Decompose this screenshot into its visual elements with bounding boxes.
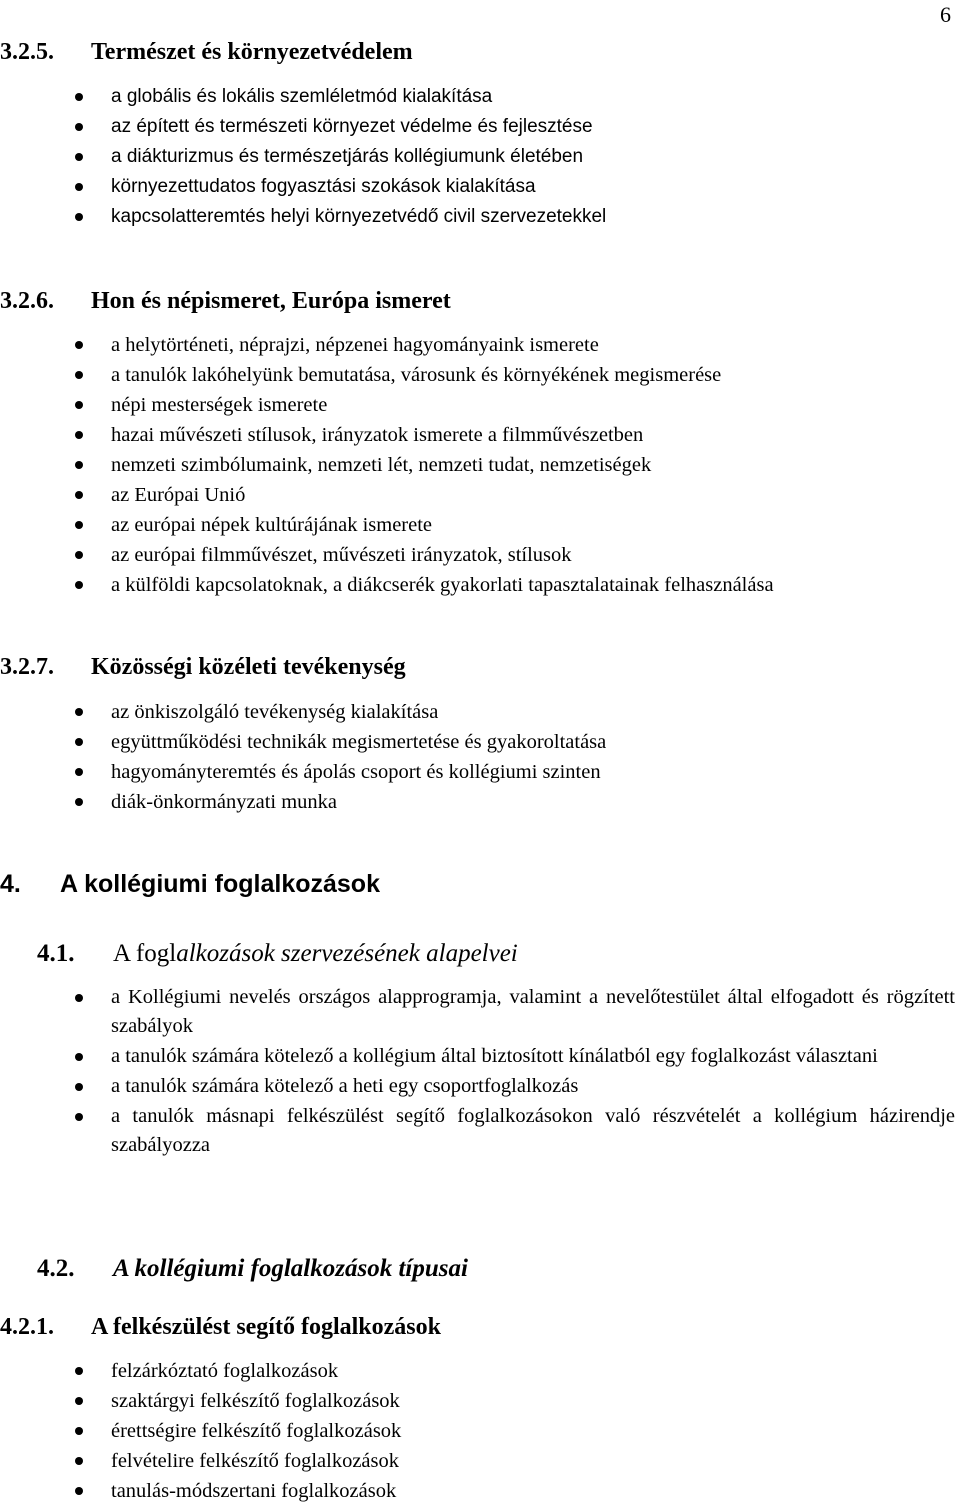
list-item: az európai népek kultúrájának ismerete <box>111 510 774 540</box>
bullet-icon <box>75 708 83 716</box>
bullet-icon <box>75 798 83 806</box>
list-item: a Kollégiumi nevelés országos alapprogramja, valamint a nevelőtestület által elfogadott és rögzített szabályok <box>111 983 955 1041</box>
bullet-icon <box>75 768 83 776</box>
list-item: együttműködési technikák megismertetése és gyakoroltatása <box>111 727 606 757</box>
bullet-icon <box>75 1113 83 1121</box>
bullet-icon <box>75 1053 83 1061</box>
chapter-heading-4 <box>0 868 380 900</box>
list-item: környezettudatos fogyasztási szokások kialakítása <box>111 172 606 202</box>
list-4-2-1 <box>111 1356 401 1506</box>
list-3-2-5 <box>111 82 606 232</box>
list-item: szaktárgyi felkészítő foglalkozások <box>111 1386 401 1416</box>
bullet-icon <box>75 491 83 499</box>
list-item: nemzeti szimbólumaink, nemzeti lét, nemzeti tudat, nemzetiségek <box>111 450 774 480</box>
section-title: A felkészülést segítő foglalkozások <box>91 1314 441 1340</box>
chapter-number: 4. <box>0 870 21 898</box>
bullet-icon <box>75 1367 83 1375</box>
section-title-plain: A fogl <box>113 940 177 967</box>
section-number: 4.1. <box>37 940 75 967</box>
list-item: diák-önkormányzati munka <box>111 787 606 817</box>
list-item: a globális és lokális szemléletmód kialakítása <box>111 82 606 112</box>
list-item: a helytörténeti, néprajzi, népzenei hagyományaink ismerete <box>111 330 774 360</box>
section-number: 4.2.1. <box>0 1314 54 1340</box>
bullet-icon <box>75 371 83 379</box>
bullet-icon <box>75 521 83 529</box>
list-4-1 <box>111 983 955 1161</box>
section-title: Hon és népismeret, Európa ismeret <box>91 288 451 314</box>
section-number: 3.2.7. <box>0 654 54 680</box>
bullet-icon <box>75 1427 83 1435</box>
list-item: a tanulók számára kötelező a kollégium által biztosított kínálatból egy foglalkozást választani <box>111 1042 955 1071</box>
list-3-2-7 <box>111 697 606 817</box>
section-heading-4-2 <box>37 1253 468 1285</box>
bullet-icon <box>75 123 83 131</box>
section-title: Természet és környezetvédelem <box>91 39 413 65</box>
section-title-italic: alkozások szervezésének alapelvei <box>176 940 518 967</box>
list-item: népi mesterségek ismerete <box>111 390 774 420</box>
bullet-icon <box>75 551 83 559</box>
list-item: tanulás-módszertani foglalkozások <box>111 1476 401 1506</box>
bullet-icon <box>75 93 83 101</box>
bullet-icon <box>75 461 83 469</box>
bullet-icon <box>75 1083 83 1091</box>
list-item: kapcsolatteremtés helyi környezetvédő civil szervezetekkel <box>111 202 606 232</box>
list-item: felvételire felkészítő foglalkozások <box>111 1446 401 1476</box>
section-heading-3-2-7 <box>0 652 406 682</box>
section-heading-3-2-6 <box>0 286 451 316</box>
section-title: A kollégiumi foglalkozások típusai <box>113 1255 468 1282</box>
list-item: felzárkóztató foglalkozások <box>111 1356 401 1386</box>
list-item: a külföldi kapcsolatoknak, a diákcserék gyakorlati tapasztalatainak felhasználása <box>111 570 774 600</box>
bullet-icon <box>75 153 83 161</box>
list-item: az Európai Unió <box>111 480 774 510</box>
page-number: 6 <box>940 2 951 27</box>
section-title: Közösségi közéleti tevékenység <box>91 654 406 680</box>
section-heading-3-2-5 <box>0 37 413 67</box>
list-item: a tanulók másnapi felkészülést segítő foglalkozásokon való részvételét a kollégium házirendje szabályozza <box>111 1102 955 1160</box>
bullet-icon <box>75 1397 83 1405</box>
bullet-icon <box>75 431 83 439</box>
bullet-icon <box>75 581 83 589</box>
section-number: 3.2.5. <box>0 39 54 65</box>
list-item: az önkiszolgáló tevékenység kialakítása <box>111 697 606 727</box>
section-heading-4-2-1 <box>0 1312 441 1342</box>
list-item: a tanulók számára kötelező a heti egy csoportfoglalkozás <box>111 1072 955 1101</box>
bullet-icon <box>75 1457 83 1465</box>
bullet-icon <box>75 994 83 1002</box>
bullet-icon <box>75 183 83 191</box>
bullet-icon <box>75 213 83 221</box>
list-item: a diákturizmus és természetjárás kollégiumunk életében <box>111 142 606 172</box>
bullet-icon <box>75 401 83 409</box>
list-3-2-6 <box>111 330 774 600</box>
bullet-icon <box>75 1487 83 1495</box>
list-item: a tanulók lakóhelyünk bemutatása, városunk és környékének megismerése <box>111 360 774 390</box>
list-item: érettségire felkészítő foglalkozások <box>111 1416 401 1446</box>
list-item: hazai művészeti stílusok, irányzatok ismerete a filmművészetben <box>111 420 774 450</box>
list-item: az európai filmművészet, művészeti irányzatok, stílusok <box>111 540 774 570</box>
bullet-icon <box>75 738 83 746</box>
section-number: 4.2. <box>37 1255 75 1282</box>
section-heading-4-1 <box>37 938 518 970</box>
section-number: 3.2.6. <box>0 288 54 314</box>
bullet-icon <box>75 341 83 349</box>
chapter-title: A kollégiumi foglalkozások <box>60 870 380 898</box>
list-item: hagyományteremtés és ápolás csoport és kollégiumi szinten <box>111 757 606 787</box>
list-item: az épített és természeti környezet védelme és fejlesztése <box>111 112 606 142</box>
